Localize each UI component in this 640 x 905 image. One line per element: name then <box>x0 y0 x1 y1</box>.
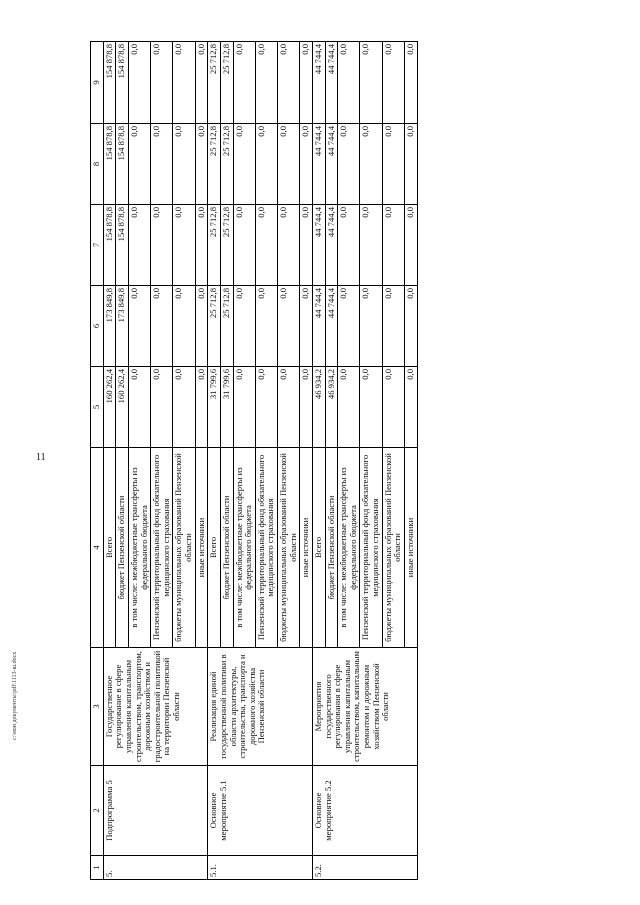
amount-cell: 0,0 <box>233 124 255 205</box>
amount-cell: 0,0 <box>360 42 382 124</box>
amount-cell: 0,0 <box>195 286 208 367</box>
amount-cell: 25 712,8 <box>208 42 221 124</box>
amount-cell: 0,0 <box>255 367 277 448</box>
amount-cell: 0,0 <box>278 42 300 124</box>
amount-cell: 0,0 <box>360 367 382 448</box>
amount-cell: 154 878,8 <box>103 124 116 205</box>
amount-cell: 25 712,8 <box>220 205 233 286</box>
col-header: 3 <box>91 648 104 766</box>
amount-cell: 0,0 <box>151 124 173 205</box>
amount-cell: 0,0 <box>300 42 313 124</box>
file-path-footer: c:\мои документы\pdf\1113-ш.docx <box>12 651 18 740</box>
funding-source: бюджет Пензенской области <box>116 448 129 648</box>
amount-cell: 0,0 <box>300 367 313 448</box>
amount-cell: 0,0 <box>338 124 360 205</box>
amount-cell: 0,0 <box>173 367 195 448</box>
col-header: 7 <box>91 205 104 286</box>
amount-cell: 0,0 <box>360 205 382 286</box>
funding-source: иные источники <box>404 448 417 648</box>
col-header: 8 <box>91 124 104 205</box>
amount-cell: 0,0 <box>338 42 360 124</box>
funding-source: Всего <box>208 448 221 648</box>
rotated-table-sheet <box>90 42 640 880</box>
amount-cell: 0,0 <box>173 205 195 286</box>
amount-cell: 160 262,4 <box>103 367 116 448</box>
amount-cell: 0,0 <box>151 42 173 124</box>
col-header: 2 <box>91 766 104 856</box>
amount-cell: 0,0 <box>338 205 360 286</box>
amount-cell: 0,0 <box>382 205 404 286</box>
amount-cell: 44 744,4 <box>325 124 338 205</box>
header-row <box>91 42 104 880</box>
amount-cell: 173 849,8 <box>116 286 129 367</box>
amount-cell: 0,0 <box>173 42 195 124</box>
amount-cell: 0,0 <box>151 286 173 367</box>
amount-cell: 44 744,4 <box>325 286 338 367</box>
amount-cell: 0,0 <box>278 205 300 286</box>
amount-cell: 0,0 <box>195 367 208 448</box>
amount-cell: 46 934,2 <box>312 367 325 448</box>
section-description: Государственное регулирование в сфере управления капитальным строительством, транспортом, дорожным хозяйством и градостроительной политикой на территории Пензенской области <box>103 648 208 766</box>
amount-cell: 0,0 <box>278 124 300 205</box>
amount-cell: 0,0 <box>255 286 277 367</box>
funding-source: иные источники <box>195 448 208 648</box>
amount-cell: 154 878,8 <box>116 124 129 205</box>
amount-cell: 0,0 <box>255 42 277 124</box>
funding-source: в том числе: межбюджетные трансферты из федерального бюджета <box>338 448 360 648</box>
amount-cell: 0,0 <box>278 286 300 367</box>
amount-cell: 0,0 <box>404 205 417 286</box>
amount-cell: 154 878,8 <box>116 42 129 124</box>
funding-source: бюджеты муниципальных образований Пензенской области <box>173 448 195 648</box>
amount-cell: 0,0 <box>195 205 208 286</box>
amount-cell: 154 878,8 <box>103 205 116 286</box>
section-name: Основное мероприятие 5.2 <box>312 766 417 856</box>
amount-cell: 0,0 <box>404 367 417 448</box>
table-row <box>208 42 221 880</box>
amount-cell: 0,0 <box>195 124 208 205</box>
funding-source: Пензенский территориальный фонд обязательного медицинского страхования <box>360 448 382 648</box>
amount-cell: 0,0 <box>233 205 255 286</box>
amount-cell: 0,0 <box>404 42 417 124</box>
amount-cell: 0,0 <box>300 205 313 286</box>
amount-cell: 160 262,4 <box>116 367 129 448</box>
budget-table <box>90 41 418 880</box>
funding-source: бюджеты муниципальных образований Пензенской области <box>382 448 404 648</box>
amount-cell: 0,0 <box>128 286 150 367</box>
amount-cell: 0,0 <box>278 367 300 448</box>
funding-source: в том числе: межбюджетные трансферты из федерального бюджета <box>128 448 150 648</box>
amount-cell: 44 744,4 <box>312 286 325 367</box>
amount-cell: 173 849,8 <box>103 286 116 367</box>
col-header: 5 <box>91 367 104 448</box>
amount-cell: 0,0 <box>128 42 150 124</box>
funding-source: Всего <box>103 448 116 648</box>
funding-source: бюджеты муниципальных образований Пензенской области <box>278 448 300 648</box>
amount-cell: 0,0 <box>128 205 150 286</box>
amount-cell: 0,0 <box>338 367 360 448</box>
amount-cell: 44 744,4 <box>312 42 325 124</box>
funding-source: иные источники <box>300 448 313 648</box>
amount-cell: 31 799,6 <box>220 367 233 448</box>
amount-cell: 0,0 <box>360 124 382 205</box>
amount-cell: 0,0 <box>404 124 417 205</box>
amount-cell: 0,0 <box>382 286 404 367</box>
amount-cell: 0,0 <box>195 42 208 124</box>
funding-source: в том числе: межбюджетные трансферты из федерального бюджета <box>233 448 255 648</box>
amount-cell: 25 712,8 <box>208 286 221 367</box>
amount-cell: 0,0 <box>233 286 255 367</box>
amount-cell: 0,0 <box>404 286 417 367</box>
amount-cell: 0,0 <box>300 124 313 205</box>
amount-cell: 31 799,6 <box>208 367 221 448</box>
amount-cell: 0,0 <box>151 205 173 286</box>
amount-cell: 0,0 <box>360 286 382 367</box>
amount-cell: 0,0 <box>255 205 277 286</box>
section-description: Мероприятия государственного регулирования в сфере управления капитальным строительством, капитальным ремонтом и дорожным хозяйством Пензенской области <box>312 648 417 766</box>
amount-cell: 44 744,4 <box>312 205 325 286</box>
table-body <box>103 42 417 880</box>
amount-cell: 0,0 <box>233 42 255 124</box>
amount-cell: 0,0 <box>382 42 404 124</box>
table-row <box>312 42 325 880</box>
amount-cell: 0,0 <box>173 124 195 205</box>
section-description: Реализация единой государственной политики в области архитектуры, строительства, транспорта и дорожного хозяйства Пензенской области <box>208 648 313 766</box>
section-number: 5.1. <box>208 856 313 880</box>
amount-cell: 25 712,8 <box>220 42 233 124</box>
section-name: Подпрограмма 5 <box>103 766 208 856</box>
amount-cell: 154 878,8 <box>103 42 116 124</box>
funding-source: бюджет Пензенской области <box>220 448 233 648</box>
amount-cell: 0,0 <box>173 286 195 367</box>
amount-cell: 25 712,8 <box>220 124 233 205</box>
col-header: 6 <box>91 286 104 367</box>
amount-cell: 44 744,4 <box>325 205 338 286</box>
amount-cell: 0,0 <box>382 367 404 448</box>
funding-source: Пензенский территориальный фонд обязательного медицинского страхования <box>151 448 173 648</box>
col-header: 1 <box>91 856 104 880</box>
amount-cell: 25 712,8 <box>208 205 221 286</box>
table-row <box>103 42 116 880</box>
amount-cell: 0,0 <box>151 367 173 448</box>
amount-cell: 44 744,4 <box>312 124 325 205</box>
amount-cell: 154 878,8 <box>116 205 129 286</box>
amount-cell: 0,0 <box>382 124 404 205</box>
amount-cell: 0,0 <box>255 124 277 205</box>
amount-cell: 44 744,4 <box>325 42 338 124</box>
amount-cell: 25 712,8 <box>208 124 221 205</box>
amount-cell: 0,0 <box>300 286 313 367</box>
section-number: 5.2. <box>312 856 417 880</box>
section-name: Основное мероприятие 5.1 <box>208 766 313 856</box>
funding-source: бюджет Пензенской области <box>325 448 338 648</box>
col-header: 4 <box>91 448 104 648</box>
funding-source: Всего <box>312 448 325 648</box>
amount-cell: 0,0 <box>338 286 360 367</box>
amount-cell: 0,0 <box>233 367 255 448</box>
amount-cell: 46 934,2 <box>325 367 338 448</box>
section-number: 5. <box>103 856 208 880</box>
amount-cell: 0,0 <box>128 124 150 205</box>
amount-cell: 0,0 <box>128 367 150 448</box>
col-header: 9 <box>91 42 104 124</box>
funding-source: Пензенский территориальный фонд обязательного медицинского страхования <box>255 448 277 648</box>
page-number: 11 <box>36 452 46 463</box>
amount-cell: 25 712,8 <box>220 286 233 367</box>
